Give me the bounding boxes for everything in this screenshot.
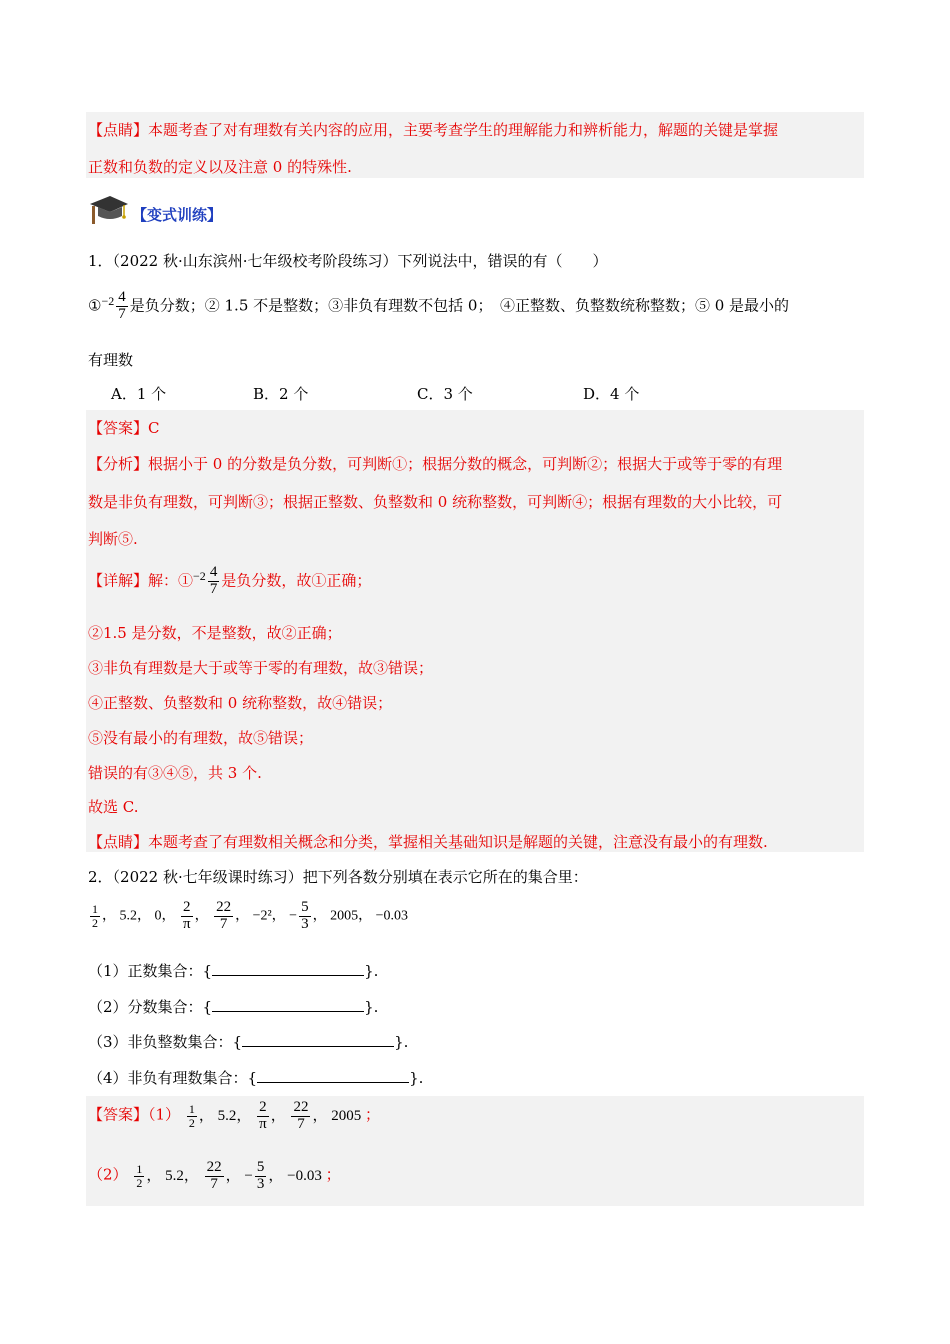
- q1-detail-6: 错误的有③④⑤，共 3 个.: [88, 764, 262, 782]
- set-1-blank[interactable]: [212, 961, 364, 976]
- q1-detail-5: ⑤没有最小的有理数，故⑤错误；: [88, 729, 314, 747]
- q1-analysis-2: 数是非负有理数，可判断③；根据正整数、负整数和 0 统称整数，可判断④；根据有理数的大小比较，可: [88, 493, 783, 511]
- q1-remark: 【点睛】本题考查了有理数相关概念和分类，掌握相关基础知识是解题的关键，注意没有最小的有理数.: [88, 833, 768, 851]
- set-2-blank[interactable]: [212, 997, 364, 1012]
- q1-answer: 【答案】C: [88, 419, 160, 437]
- option-b[interactable]: B．2 个: [253, 385, 309, 403]
- option-a[interactable]: A．1 个: [111, 385, 167, 403]
- set-4-blank[interactable]: [257, 1068, 409, 1083]
- option-c[interactable]: C．3 个: [417, 385, 473, 403]
- q1-statements-cont: 有理数: [88, 351, 134, 369]
- fraction-four-sevenths: $\frac{4}{7}$: [118, 289, 126, 322]
- q1-detail-1: 【详解】解：①$^{-2}$ $\frac{4}{7}$ 是负分数，故①正确；: [88, 564, 372, 597]
- q1-detail-2: ②1.5 是分数，不是整数，故②正确；: [88, 624, 342, 642]
- number-22-over-7: $\frac{22}{7}$: [216, 899, 232, 932]
- remark-1-line-1: 【点睛】本题考查了对有理数有关内容的应用，主要考查学生的理解能力和辨析能力，解题的关键是掌握: [88, 121, 779, 139]
- number-two-over-pi: $\frac{2}{\pi}$: [183, 899, 191, 932]
- q2-answer-2: （2） $\frac{1}{2}$ ， 5.2， $\frac{22}{7}$ ， − $\frac{5}{3}$ ， −0.03 ；: [88, 1159, 341, 1192]
- remark-1-line-2: 正数和负数的定义以及注意 0 的特殊性.: [88, 158, 352, 176]
- q2-set-1: （1）正数集合：{ }.: [88, 962, 379, 980]
- section-title: 【变式训练】: [132, 206, 223, 224]
- q2-number-list: $\frac{1}{2}$ ， 5.2， 0， $\frac{2}{\pi}$ ， $\frac{22}{7}$ ， −2²， − $\frac{5}{3}$ ， 2005， −0.03: [92, 899, 408, 932]
- q1-detail-3: ③非负有理数是大于或等于零的有理数，故③错误；: [88, 659, 434, 677]
- q2-set-4: （4）非负有理数集合：{ }.: [88, 1069, 424, 1087]
- q2-number: 2．: [88, 868, 113, 886]
- q1-stem: 1．（2022 秋·山东滨州·七年级校考阶段练习）下列说法中，错误的有（ ）: [88, 252, 608, 270]
- option-d[interactable]: D．4 个: [583, 385, 640, 403]
- q1-analysis-1: 【分析】根据小于 0 的分数是负分数，可判断①；根据分数的概念，可判断②；根据大于或等于零的有理: [88, 455, 783, 473]
- q2-set-2: （2）分数集合：{ }.: [88, 998, 379, 1016]
- q2-stem: 2．（2022 秋·七年级课时练习）把下列各数分别填在表示它所在的集合里：: [88, 868, 588, 886]
- q2-answer-1: 【答案】（1） $\frac{1}{2}$ ， 5.2， $\frac{2}{\pi}$ ， $\frac{22}{7}$ ， 2005 ；: [88, 1099, 380, 1132]
- q1-detail-4: ④正整数、负整数和 0 统称整数，故④错误；: [88, 694, 393, 712]
- set-3-blank[interactable]: [242, 1032, 394, 1047]
- q1-detail-7: 故选 C.: [88, 798, 139, 816]
- number-one-half: $\frac{1}{2}$: [92, 902, 98, 930]
- fraction-four-sevenths-detail: $\frac{4}{7}$: [209, 564, 218, 597]
- q1-analysis-3: 判断⑤.: [88, 530, 138, 548]
- q1-number: 1．: [88, 252, 113, 270]
- graduation-cap-icon: [88, 192, 128, 230]
- q2-set-3: （3）非负整数集合：{ }.: [88, 1033, 409, 1051]
- number-neg-five-thirds: $\frac{5}{3}$: [301, 899, 309, 932]
- q1-statements: ①$^{-2}$ $\frac{4}{7}$ 是负分数；② 1.5 不是整数；③非负有理数不包括 0； ④正整数、负整数统称整数；⑤ 0 是最小的: [88, 289, 790, 322]
- remark-1-tag: 【点睛】: [88, 121, 149, 139]
